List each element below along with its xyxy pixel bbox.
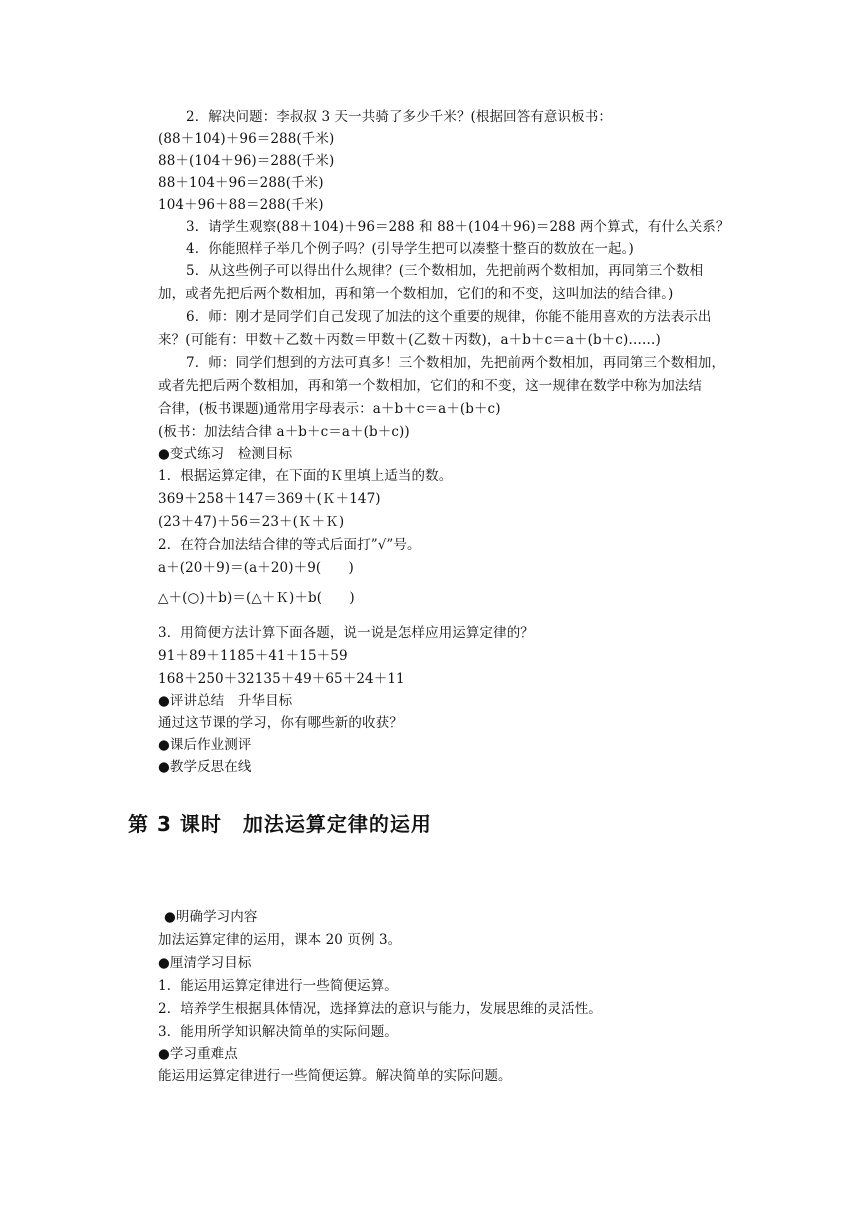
text-line: 2．在符合加法结合律的等式后面打”√”号。 bbox=[158, 537, 421, 553]
text-line: 合律，(板书课题)通常用字母表示：a＋b＋c＝a＋(b＋c) bbox=[158, 401, 501, 417]
section-bullet: ●变式练习 检测目标 bbox=[158, 446, 293, 462]
section-bullet: ●教学反思在线 bbox=[158, 759, 252, 775]
text-line: 2．培养学生根据具体情况，选择算法的意识与能力，发展思维的灵活性。 bbox=[158, 1001, 602, 1017]
section-bullet: ●课后作业测评 bbox=[158, 737, 252, 753]
text-line: 7．师：同学们想到的方法可真多！三个数相加，先把前两个数相加，再同第三个数相加， bbox=[186, 355, 726, 371]
text-line: 88＋104＋96＝288(千米) bbox=[158, 175, 324, 191]
text-line: △＋(○)＋b)＝(△＋Ｋ)＋b( ) bbox=[158, 590, 355, 606]
text-line: (23＋47)＋56＝23＋(Ｋ＋Ｋ) bbox=[158, 514, 345, 530]
text-line: 加法运算定律的运用，课本 20 页例 3。 bbox=[158, 932, 402, 948]
text-line: 104＋96＋88＝288(千米) bbox=[158, 197, 324, 213]
section-bullet: ●学习重难点 bbox=[158, 1046, 238, 1062]
text-line: 通过这节课的学习，你有哪些新的收获？ bbox=[158, 715, 403, 731]
text-line: 1．能运用运算定律进行一些简便运算。 bbox=[158, 978, 398, 994]
section-bullet: ●评讲总结 升华目标 bbox=[158, 693, 293, 709]
text-line: (板书：加法结合律 a＋b＋c＝a＋(b＋c)) bbox=[158, 424, 410, 440]
text-line: 4．你能照样子举几个例子吗？(引导学生把可以凑整十整百的数放在一起。) bbox=[186, 241, 634, 257]
lesson-heading: 第 3 课时 加法运算定律的运用 bbox=[128, 812, 432, 836]
text-line: 或者先把后两个数相加，再和第一个数相加，它们的和不变，这一规律在数学中称为加法结 bbox=[158, 378, 702, 394]
text-line: 3．能用所学知识解决简单的实际问题。 bbox=[158, 1024, 398, 1040]
text-line: 2．解决问题：李叔叔 3 天一共骑了多少千米？(根据回答有意识板书： bbox=[186, 109, 612, 125]
text-line: 加，或者先把后两个数相加，再和第一个数相加，它们的和不变，这叫加法的结合律。) bbox=[158, 286, 674, 302]
text-line: a＋(20＋9)＝(a＋20)＋9( ) bbox=[158, 560, 354, 576]
text-line: 6．师：刚才是同学们自己发现了加法的这个重要的规律，你能不能用喜欢的方法表示出 bbox=[186, 309, 712, 325]
text-line: 88＋(104＋96)＝288(千米) bbox=[158, 153, 335, 169]
text-line: 3．用简便方法计算下面各题，说一说是怎样应用运算定律的？ bbox=[158, 625, 534, 641]
text-line: 能运用运算定律进行一些简便运算。解决简单的实际问题。 bbox=[158, 1068, 512, 1084]
text-line: 168＋250＋32135＋49＋65＋24＋11 bbox=[158, 671, 405, 687]
text-line: 5．从这些例子可以得出什么规律？(三个数相加，先把前两个数相加，再同第三个数相 bbox=[186, 263, 704, 279]
text-line: (88＋104)＋96＝288(千米) bbox=[158, 131, 335, 147]
section-bullet: ●明确学习内容 bbox=[164, 909, 258, 925]
text-line: 1．根据运算定律，在下面的Ｋ里填上适当的数。 bbox=[158, 468, 453, 484]
text-line: 91＋89＋1185＋41＋15＋59 bbox=[158, 648, 348, 664]
text-line: 3．请学生观察(88＋104)＋96＝288 和 88＋(104＋96)＝288 两个算式，有什么关系？ bbox=[186, 219, 730, 235]
text-line: 369＋258＋147＝369＋(Ｋ＋147) bbox=[158, 491, 381, 507]
text-line: 来？(可能有：甲数＋乙数＋丙数＝甲数＋(乙数＋丙数)，a＋b＋c＝a＋(b＋c)……) bbox=[158, 332, 661, 348]
section-bullet: ●厘清学习目标 bbox=[158, 955, 252, 971]
